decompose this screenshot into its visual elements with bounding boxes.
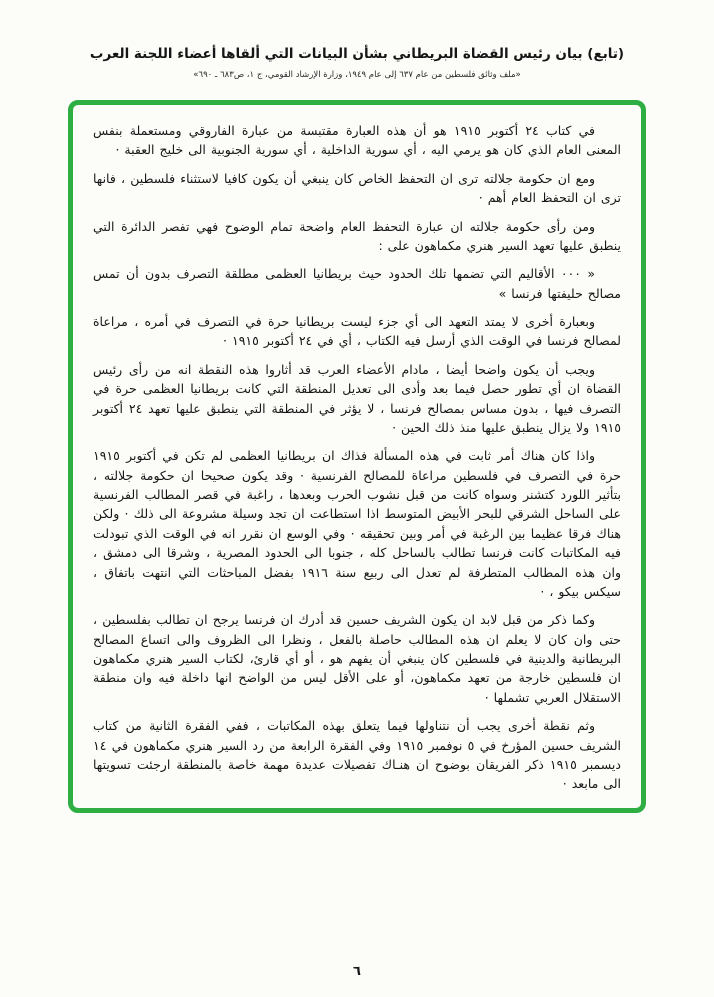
document-title: (تابع) بيان رئيس القضاة البريطاني بشأن البيانات التي ألقاها أعضاء اللجنة العرب	[89, 46, 625, 62]
document-source-citation: «ملف وثائق فلسطين من عام ٦٣٧ إلى عام ١٩٤٩، وزارة الإرشاد القومي، ج ١، ص٦٨٣ ـ ٦٩٠»	[193, 70, 521, 80]
green-border-frame	[68, 100, 646, 813]
paragraph: وبعبارة أخرى لا يمتد التعهد الى أي جزء ليست بريطانيا حرة في التصرف في أمره ، مراعاة لمصالح فرنسا في الوقت الذي أرسل فيه الكتاب ، أي في ٢٤ أكتوبر ١٩١٥ ·	[93, 314, 621, 349]
body-text	[93, 121, 621, 794]
paragraph: واذا كان هناك أمر ثابت في هذه المسألة فذاك ان بريطانيا العظمى لم تكن في أكتوبر ١٩١٥ حرة في التصرف في فلسطين مراعاة للمصالح الفرنسية · وقد يكون صحيحا ان حكومة جلالته ، بتأثير اللورد كتشنر وسواه كانت من قبل نشوب الحرب وبعدها ، راغبة في قصر المطالب الفرنسية على الساحل الشرقي للبحر الأبيض المتوسط اذا استطاعت ان تجد وسيلة مشروعة الى ذلك · ولكن هناك فرقا عظيما بين الرغبة في أمر وبين تحقيقه · وفي الوسع ان نقرر انه في الوقت الذي تبودلت فيه المكاتبات كانت فرنسا تطالب بالساحل كله ، جنوبا الى الحدود المصرية ، وشرقا الى دمشق ، وان هذه المطالب المتطرفة لم تعدل الى ربيع سنة ١٩١٦ بفضل المباحثات التي انتهت باتفاق ، سيكس بيكو ، ·	[93, 448, 622, 599]
paragraph: ويجب أن يكون واضحا أيضا ، مادام الأعضاء العرب قد أثاروا هذه النقطة انه من رأى رئيس القضاة ان أي تطور حصل فيما بعد وأدى الى تعديل المنطقة التي كانت بريطانيا العظمى حرة في التصرف فيها ، بدون مساس بمصالح فرنسا ، لا يؤثر في المنطقة التي ينطبق عليها تعهد ٢٤ أكتوبر ١٩١٥ ولا يزال ينطبق عليها منذ ذلك الحين ·	[93, 361, 621, 435]
document-footer	[0, 964, 714, 979]
document-header	[0, 0, 714, 80]
paragraph: في كتاب ٢٤ أكتوبر ١٩١٥ هو أن هذه العبارة مقتبسة من عبارة الفاروقي ومستعملة بنفس المعنى العام الذي كان هو يرمي اليه ، أي سورية الداخلية ، أي سورية الجنوبية الى خليج العقبة ·	[93, 123, 621, 158]
paragraph: « ٠٠٠ الأقاليم التي تضمها تلك الحدود حيث بريطانيا العظمى مطلقة التصرف بدون أن تمس مصالح حليفتها فرنسا »	[93, 266, 621, 301]
paragraph: ومع ان حكومة جلالته ترى ان التحفظ الخاص كان ينبغي أن يكون كافيا لاستثناء فلسطين ، فانها ترى ان التحفظ العام أهم ·	[93, 170, 621, 206]
paragraph: وكما ذكر من قبل لابد ان يكون الشريف حسين قد أدرك ان فرنسا يرجح ان تطالب بفلسطين ، حتى وان كان لا يعلم ان هذه المطالب حاصلة بالفعل ، ونظرا الى الظروف والى اتساع المصالح البريطانية والدينية في فلسطين كان ينبغي أن يفهم هو ، أو أي قارئ، لكتاب السير هنري مكماهون ان فلسطين خارجة من تعهد مكماهون، أو على الأقل ليس من الواضح انها داخلة فيه وان منطقة الاستقلال العربي تشملها ·	[93, 612, 621, 705]
paragraph: ومن رأى حكومة جلالته ان عبارة التحفظ العام واضحة تمام الوضوح فهي تفصر الدائرة التي ينطبق عليها تعهد السير هنري مكماهون على :	[93, 218, 621, 253]
page-number: ٦	[353, 964, 361, 979]
paragraph: وثم نقطة أخرى يجب أن نتناولها فيما يتعلق بهذه المكاتبات ، ففي الفقرة الثانية من كتاب الشريف حسين المؤرخ في ٥ نوفمبر ١٩١٥ وفي الفقرة الرابعة من رد السير هنري مكماهون في ١٤ ديسمبر ١٩١٥ ذكر الفريقان بوضوح ان هنـاك تفصيلات عديدة مهمة خاصة بالمنطقة ارجئت تسويتها الى مابعد ·	[93, 718, 621, 792]
